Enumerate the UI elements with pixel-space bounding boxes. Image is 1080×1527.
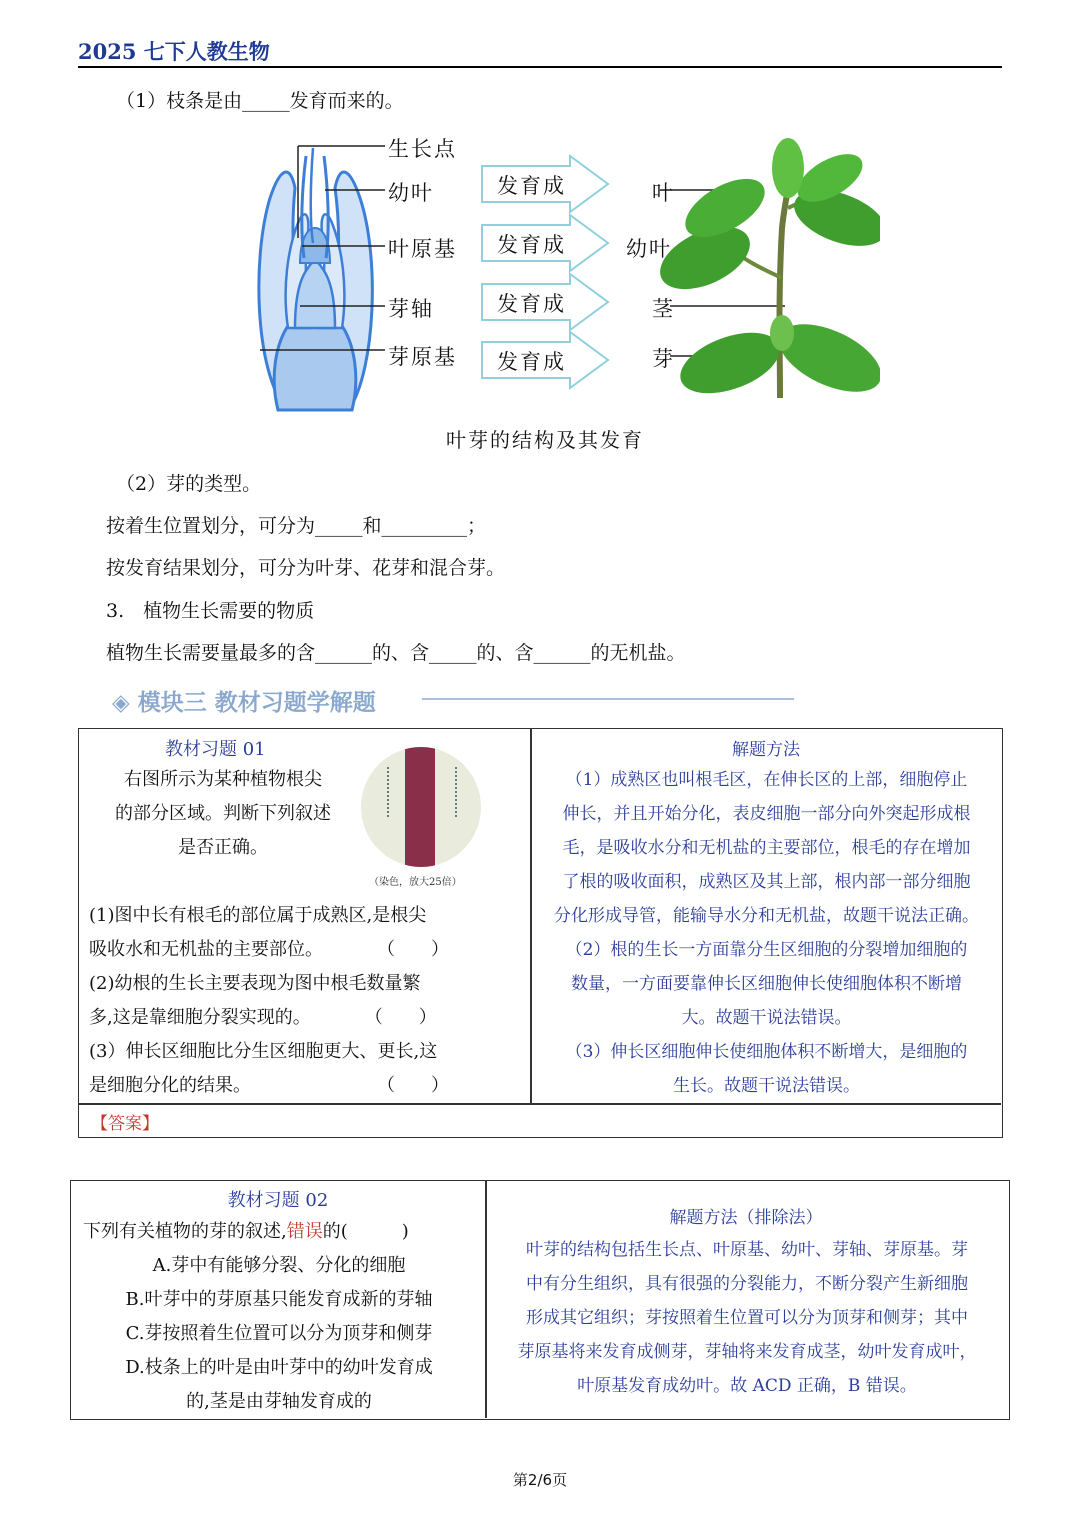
module-diamond-icon: ◈ [112, 690, 138, 716]
header-divider [78, 66, 1002, 68]
wrong-highlight: 错误 [286, 1221, 323, 1242]
question-3-title: 3. 植物生长需要的物质 [106, 600, 315, 622]
question-2-line-1: 按着生位置划分，可分为_____和_________； [106, 515, 487, 537]
document-header-title: 2025 七下人教生物 [78, 39, 270, 64]
label-bud-primordium: 芽原基 [388, 345, 457, 369]
exercise-2-title: 教材习题 02 [227, 1190, 329, 1211]
option-d-cont: 的,茎是由芽轴发育成的 [186, 1391, 372, 1412]
arrow-label-2: 发育成 [497, 233, 566, 257]
plant-branch-illustration [651, 138, 880, 406]
question-1-text: （1）枝条是由_____发育而来的。 [116, 90, 404, 112]
exercise-1-solution: （1）成熟区也叫根毛区，在伸长区的上部，细胞停止 伸长，并且开始分化，表皮细胞一部分向外突起形成根 毛，是吸收水分和无机盐的主要部位，根毛的存在增加 了根的吸收面积，成熟区及其上部，根内部一部分细胞 分化形成导管，能输导水分和无机盐，故题干说法正确。 （2）根的生长一方面靠分生区细胞的分裂增加细胞的 数量，一方面要靠伸长区细胞伸长使细胞体积不断增 大。故题干说法错误。 （3）伸长区细胞伸长使细胞体积不断增大，是细胞的 生长。故题干说法错误。 [554, 770, 979, 1096]
module-title-underline [422, 698, 794, 700]
exercise-1-solution-title: 解题方法 [732, 740, 800, 760]
question-3-line: 植物生长需要量最多的含______的、含_____的、含______的无机盐。 [106, 642, 686, 664]
exercise-1-answer-label: 【答案】 [91, 1114, 159, 1134]
exercise-1-table [78, 728, 1003, 1138]
exercise-1-title: 教材习题 01 [165, 739, 266, 760]
label-growing-point: 生长点 [388, 137, 457, 161]
option-b: B.叶芽中的芽原基只能发育成新的芽轴 [125, 1289, 433, 1310]
label-leaf-primordium: 叶原基 [388, 237, 457, 261]
question-2-line-2: 按发育结果划分，可分为叶芽、花芽和混合芽。 [106, 557, 506, 579]
exercise-1-column-divider [530, 729, 532, 1103]
label-bud-axis: 芽轴 [388, 297, 434, 321]
exercise-2-options [79, 1249, 479, 1419]
label-young-leaf: 幼叶 [388, 181, 434, 205]
root-photo-caption: （染色，放大25倍） [369, 877, 462, 888]
question-2-text: （2）芽的类型。 [116, 473, 262, 495]
arrow-label-3: 发育成 [497, 292, 566, 316]
leaf-bud-illustration [259, 148, 372, 410]
exercise-2-solution-title: 解题方法（排除法） [669, 1208, 823, 1228]
module-title: ◈ 模块三 教材习题学解题 [112, 690, 376, 716]
result-label-stem: 茎 [652, 297, 675, 321]
option-d: D.枝条上的叶是由叶芽中的幼叶发育成 [125, 1357, 433, 1378]
exercise-2-solution: 叶芽的结构包括生长点、叶原基、幼叶、芽轴、芽原基。芽 中有分生组织，具有很强的分裂能力，不断分裂产生新细胞 形成其它组织；芽按照着生位置可以分为顶芽和侧芽；其中 芽原基将来发育成侧芽，芽轴将来发育成茎，幼叶发育成叶， 叶原基发育成幼叶。故 ACD 正确，B 错误。 [517, 1240, 977, 1396]
result-label-young-leaf: 幼叶 [626, 237, 672, 261]
exercise-1-answer-divider [79, 1103, 1001, 1105]
exercise-2-table [70, 1180, 1010, 1420]
arrow-label-4: 发育成 [497, 350, 566, 374]
arrow-label-1: 发育成 [497, 174, 566, 198]
option-a: A.芽中有能够分裂、分化的细胞 [152, 1255, 406, 1276]
root-tip-photo [361, 747, 481, 867]
diagram-caption: 叶芽的结构及其发育 [446, 428, 644, 452]
exercise-1-items: (1)图中长有根毛的部位属于成熟区,是根尖 吸收水和无机盐的主要部位。 （ ） (2)幼根的生长主要表现为图中根毛数量繁 多,这是靠细胞分裂实现的。 （ ） (3）伸长区细胞比分生区细胞更大、更长,这 是细胞分化的结果。 （ ） [89, 905, 449, 1096]
page-number: 第2/6页 [512, 1471, 568, 1489]
exercise-1-intro: 右图所示为某种植物根尖 的部分区域。判断下列叙述 是否正确。 [115, 769, 331, 858]
option-c: C.芽按照着生位置可以分为顶芽和侧芽 [125, 1323, 433, 1344]
root-hairs [387, 767, 457, 817]
result-label-leaf: 叶 [652, 181, 675, 205]
leaf-bud-diagram [240, 128, 880, 418]
exercise-2-stem: 下列有关植物的芽的叙述,错误的( ) [83, 1221, 409, 1242]
result-label-bud: 芽 [652, 347, 675, 371]
